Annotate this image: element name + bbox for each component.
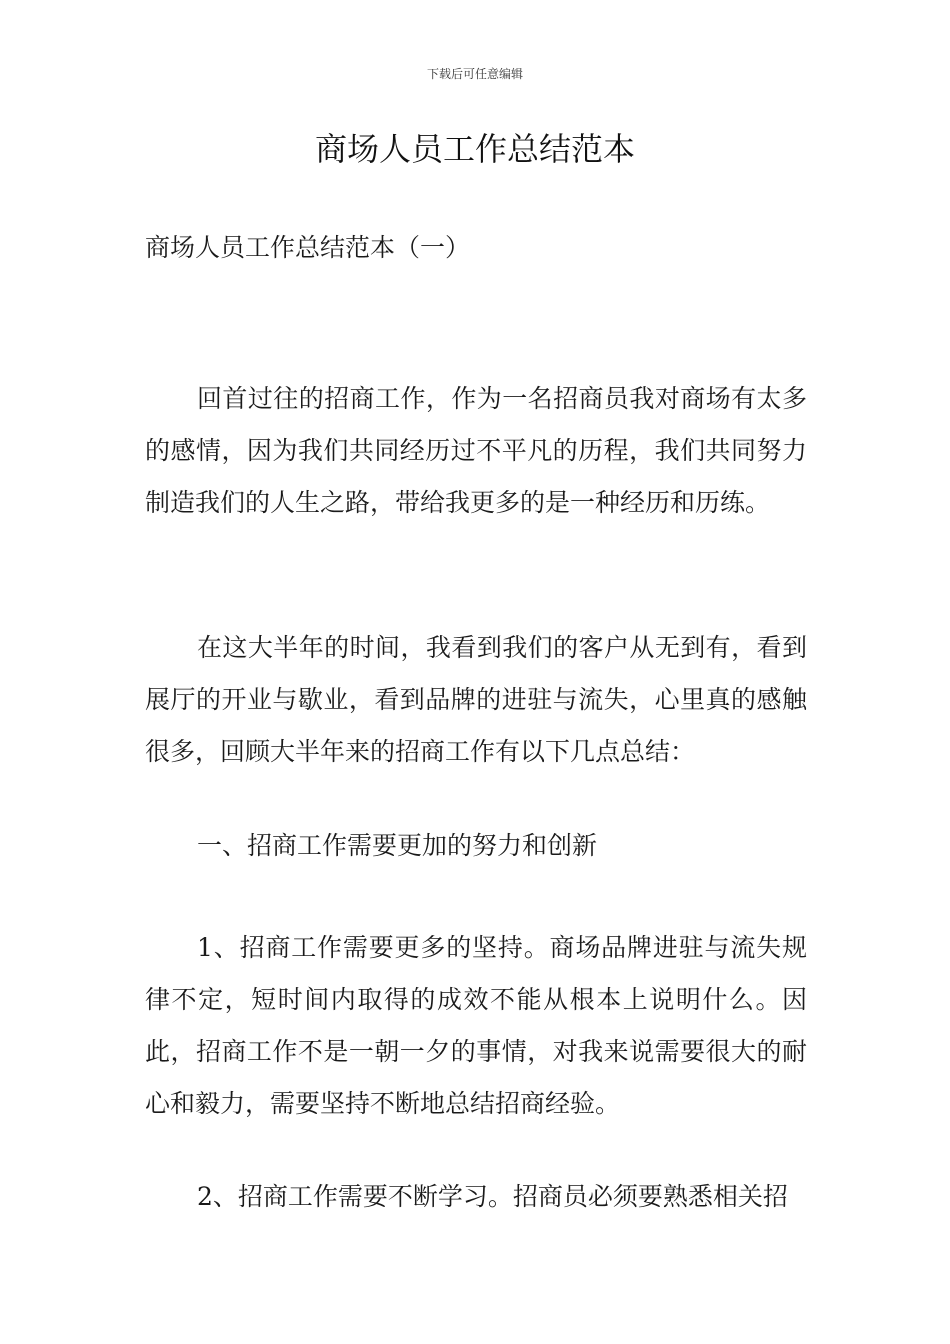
section-heading-1: 一、招商工作需要更加的努力和创新: [197, 831, 598, 860]
document-title: 商场人员工作总结范本: [314, 130, 635, 168]
page-header-note: 下载后可任意编辑: [426, 67, 523, 81]
paragraph-point-1: 1、招商工作需要更多的坚持。商场品牌进驻与流失规律不定，短时间内取得的成效不能从根本上说明什么。因此，招商工作不是一朝一夕的事情，对我来说需要很大的耐心和毅力，需要坚持不断地总结招商经验。: [145, 933, 807, 1118]
paragraph-review: 在这大半年的时间，我看到我们的客户从无到有，看到展厅的开业与歇业，看到品牌的进驻与流失，心里真的感触很多，回顾大半年来的招商工作有以下几点总结：: [145, 633, 807, 766]
paragraph-point-2: 2、招商工作需要不断学习。招商员必须要熟悉相关招: [197, 1182, 788, 1211]
paragraph-intro: 回首过往的招商工作，作为一名招商员我对商场有太多的感情，因为我们共同经历过不平凡的历程，我们共同努力制造我们的人生之路，带给我更多的是一种经历和历练。: [145, 384, 807, 517]
document-subtitle: 商场人员工作总结范本（一）: [145, 233, 471, 262]
